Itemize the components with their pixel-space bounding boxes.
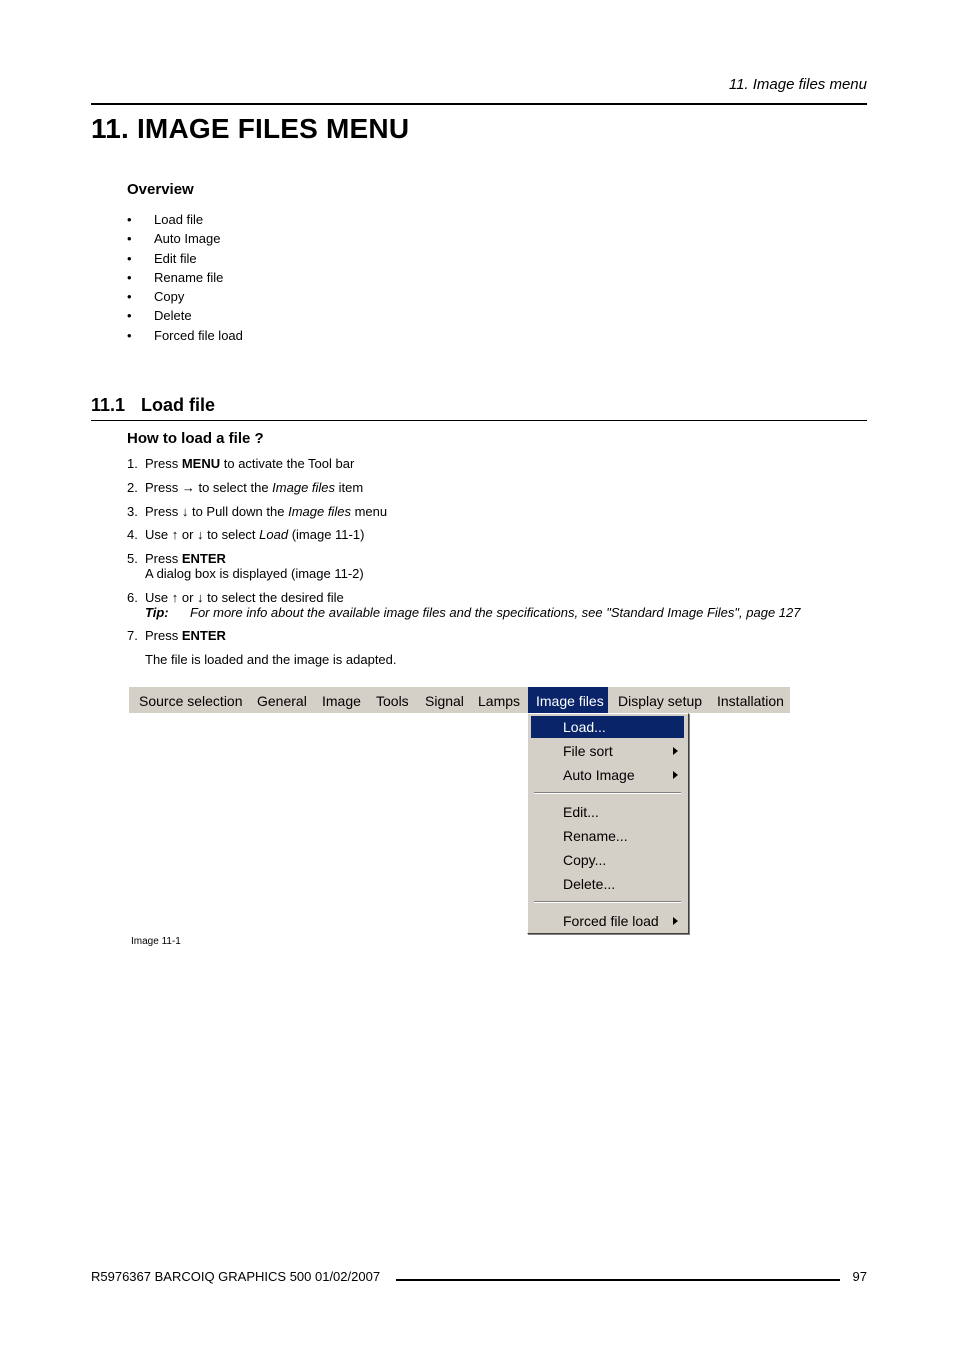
menu-source-selection[interactable]: Source selection (139, 693, 243, 709)
menu-item-auto-image[interactable]: Auto Image (531, 764, 684, 786)
running-header: 11. Image files menu (728, 76, 867, 93)
footer-rule (396, 1279, 840, 1281)
menu-item-rename[interactable]: Rename... (563, 828, 628, 844)
menu-item-file-sort[interactable]: File sort (531, 740, 684, 762)
procedure-steps (127, 456, 887, 648)
step-4: 4. Use ↑ or ↓ to select Load (image 11-1) (127, 527, 365, 542)
footer-document-info: R5976367 BARCOIQ GRAPHICS 500 01/02/2007 (91, 1269, 381, 1284)
chapter-title: 11. IMAGE FILES MENU (91, 113, 410, 144)
menu-general[interactable]: General (257, 693, 307, 709)
list-item: • Load file (127, 212, 204, 227)
list-item: • Copy (127, 289, 185, 305)
page-number: 97 (852, 1269, 867, 1284)
step-3: 3. Press ↓ to Pull down the Image files menu (127, 504, 388, 519)
menu-item-forced-file-load[interactable]: Forced file load (531, 910, 684, 932)
overview-heading: Overview (127, 181, 194, 198)
menu-item-delete[interactable]: Delete... (563, 876, 616, 892)
image-caption: Image 11-1 (131, 936, 181, 947)
step-7: 7. Press ENTER (127, 628, 226, 643)
menu-separator (534, 901, 681, 903)
procedure-heading: How to load a file ? (127, 430, 264, 447)
menu-item-copy[interactable]: Copy... (563, 852, 607, 868)
list-item: • Rename file (127, 269, 224, 285)
header-rule (91, 103, 867, 105)
section-heading (91, 395, 215, 416)
menu-tools[interactable]: Tools (376, 693, 409, 709)
image-files-dropdown (527, 713, 689, 934)
menu-item-edit[interactable]: Edit... (563, 804, 599, 820)
step-2: 2. Press → to select the Image files item (127, 480, 364, 495)
menu-image[interactable]: Image (322, 693, 361, 709)
submenu-arrow-icon (673, 747, 678, 755)
menu-display-setup[interactable]: Display setup (618, 693, 703, 709)
step-6: 6. Use ↑ or ↓ to select the desired file Tip: For more info about the available image files and the specifications, see "Standard Image Files", page 127 (127, 590, 801, 620)
menu-signal[interactable]: Signal (425, 693, 464, 709)
step-1: 1. Press MENU to activate the Tool bar (127, 456, 355, 471)
list-item: • Auto Image (127, 231, 221, 247)
menu-separator (534, 792, 681, 794)
section-rule (91, 420, 867, 421)
list-item: • Edit file (127, 250, 197, 266)
tip-text: For more info about the available image files and the specifications, see "Standard Image Files", page 127 (190, 605, 801, 620)
section-title: Load file (141, 395, 216, 415)
step-5: 5. Press ENTER A dialog box is displayed (image 11-2) (127, 551, 364, 581)
menu-lamps[interactable]: Lamps (478, 693, 521, 709)
menu-image-files[interactable]: Image files (528, 687, 608, 713)
section-number: 11.1 (91, 395, 126, 415)
menu-installation[interactable]: Installation (717, 693, 784, 709)
result-text: The file is loaded and the image is adapted. (145, 652, 397, 667)
tip-label: Tip: (145, 605, 169, 620)
list-item: • Delete (127, 308, 192, 324)
menu-item-load[interactable]: Load... (531, 716, 684, 738)
submenu-arrow-icon (673, 771, 678, 779)
overview-list (127, 210, 243, 345)
list-item: • Forced file load (127, 327, 243, 343)
submenu-arrow-icon (673, 917, 678, 925)
menu-bar (129, 687, 790, 713)
